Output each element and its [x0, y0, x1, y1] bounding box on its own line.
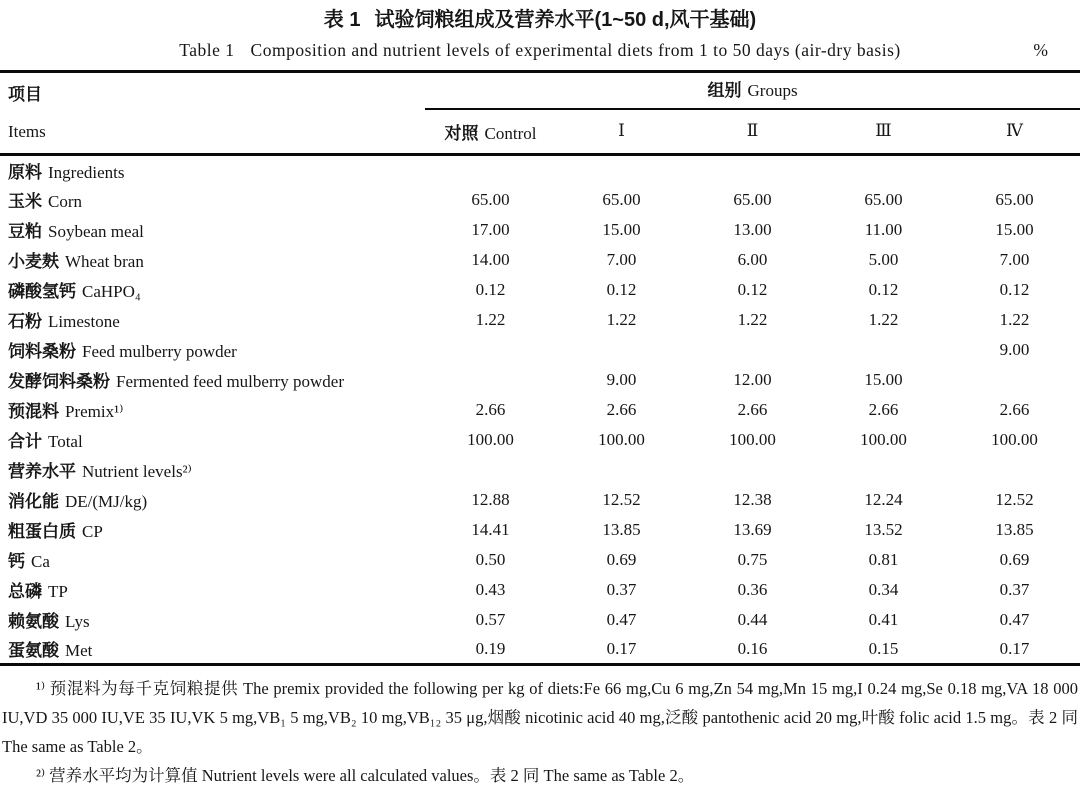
row-label-zh: 预混料 [8, 402, 59, 421]
value-cell: 5.00 [868, 249, 899, 269]
row-label-en: Nutrient levels²⁾ [82, 462, 192, 481]
row-label-en: Soybean meal [48, 222, 144, 241]
column-header-zh: 对照 [444, 123, 479, 143]
unit-label: % [1033, 40, 1048, 60]
column-header-1 [556, 109, 687, 155]
table-caption-en-text: Composition and nutrient levels of experimental diets from 1 to 50 days (air-dry basis) [250, 40, 901, 60]
table-row-calcium [0, 545, 1080, 575]
table-number-zh: 表 1 [323, 9, 361, 31]
value-cell: 100.00 [729, 429, 776, 449]
row-label-zh: 磷酸氢钙 [8, 282, 76, 301]
value-cell: 15.00 [602, 219, 641, 239]
value-cell [818, 455, 949, 485]
row-label-zh: 小麦麸 [8, 252, 59, 271]
value-cell [556, 455, 687, 485]
row-label-zh: 发酵饲料桑粉 [8, 372, 110, 391]
value-cell: 0.43 [475, 579, 506, 599]
value-cell: 12.52 [995, 489, 1034, 509]
row-label-zh: 营养水平 [8, 462, 76, 481]
footnote-nutrient-levels: ²⁾ 营养水平均为计算值 Nutrient levels were all calculated values。表 2 同 The same as Table 2。 [36, 766, 695, 785]
value-cell: 0.47 [606, 609, 637, 629]
value-cell: 2.66 [606, 399, 637, 419]
value-cell: 2.66 [737, 399, 768, 419]
row-label [0, 635, 425, 665]
row-label-zh: 合计 [8, 432, 42, 451]
table-row-methionine [0, 635, 1080, 665]
row-label [0, 575, 425, 605]
table-caption-zh [0, 0, 1080, 33]
row-label-en: Wheat bran [65, 252, 144, 271]
value-cell: 14.00 [471, 249, 510, 269]
items-header-zh: 项目 [8, 85, 42, 104]
table-row-digestible-energy [0, 485, 1080, 515]
value-cell: 13.85 [995, 519, 1034, 539]
value-cell: 15.00 [864, 369, 903, 389]
value-cell: 0.41 [868, 609, 899, 629]
row-label-en: Fermented feed mulberry powder [116, 372, 344, 391]
value-cell: 100.00 [860, 429, 907, 449]
row-label [0, 305, 425, 335]
value-cell: 13.85 [602, 519, 641, 539]
row-label [0, 515, 425, 545]
table-caption-en [0, 38, 1080, 62]
value-cell: 0.34 [868, 579, 899, 599]
row-label-en: Corn [48, 192, 82, 211]
row-label [0, 335, 425, 365]
value-cell: 7.00 [606, 249, 637, 269]
value-cell: 0.16 [737, 638, 768, 658]
value-cell: 0.12 [999, 279, 1030, 299]
row-label-zh: 原料 [8, 162, 42, 182]
row-label [0, 215, 425, 245]
value-cell: 0.47 [999, 609, 1030, 629]
table-row-premix [0, 395, 1080, 425]
row-label-en: TP [48, 582, 68, 601]
row-label-en: Ca [31, 552, 50, 571]
table-row-fermented-feed-mulberry-powder [0, 365, 1080, 395]
value-cell: 0.17 [999, 638, 1030, 658]
row-label-zh: 石粉 [8, 312, 42, 331]
table-header [0, 72, 1080, 155]
table-row-total [0, 425, 1080, 455]
groups-header-en: Groups [747, 80, 798, 100]
row-label-en: CaHPO₄ [82, 282, 141, 301]
row-label [0, 185, 425, 215]
value-cell: 17.00 [471, 219, 510, 239]
table-row-wheat-bran [0, 245, 1080, 275]
table-row-soybean-meal [0, 215, 1080, 245]
value-cell: 9.00 [999, 339, 1030, 359]
header-row-groups [0, 72, 1080, 109]
value-cell: 7.00 [999, 249, 1030, 269]
value-cell: 65.00 [602, 189, 641, 209]
row-label [0, 605, 425, 635]
column-header-2 [687, 109, 818, 155]
row-label-zh: 钙 [8, 552, 25, 571]
value-cell: 2.66 [999, 399, 1030, 419]
value-cell: 0.36 [737, 579, 768, 599]
items-header-cell [0, 72, 425, 155]
column-header-en: Ⅰ [618, 121, 625, 141]
row-label-zh: 总磷 [8, 582, 42, 601]
row-label-en: Limestone [48, 312, 120, 331]
value-cell: 1.22 [999, 309, 1030, 329]
value-cell [425, 155, 556, 185]
row-label-en: DE/(MJ/kg) [65, 492, 148, 511]
row-label [0, 545, 425, 575]
value-cell [425, 455, 556, 485]
value-cell: 0.44 [737, 609, 768, 629]
row-label-zh: 消化能 [8, 492, 59, 511]
table-row-cahpo4 [0, 275, 1080, 305]
row-label-zh: 玉米 [8, 192, 42, 211]
row-label [0, 245, 425, 275]
value-cell: 0.69 [606, 549, 637, 569]
value-cell [687, 455, 818, 485]
value-cell: 0.37 [606, 579, 637, 599]
footnote-premix: ¹⁾ 预混料为每千克饲粮提供 The premix provided the following per kg of diets:Fe 66 mg,Cu 6 mg,Zn 54 mg,Mn 15 mg,I 0.24 mg,Se 0.18 mg,VA 18 000 IU,VD 35 000 IU,VE 35 IU,VK 5 mg,VB₁ 5 mg,VB₂ 10 mg,VB₁₂ 35 μg,烟酸 nicotinic acid 40 mg,泛酸 pantothenic acid 20 mg,叶酸 folic acid 1.5 mg。表 2 同 The same as Table 2。 [2, 679, 1078, 756]
value-cell: 0.12 [606, 279, 637, 299]
value-cell [949, 455, 1080, 485]
value-cell: 100.00 [598, 429, 645, 449]
value-cell: 11.00 [864, 219, 903, 239]
row-label [0, 485, 425, 515]
value-cell: 2.66 [868, 399, 899, 419]
value-cell [425, 365, 556, 395]
value-cell: 0.50 [475, 549, 506, 569]
value-cell: 0.69 [999, 549, 1030, 569]
table-row-lysine [0, 605, 1080, 635]
value-cell: 9.00 [606, 369, 637, 389]
row-label-zh: 赖氨酸 [8, 612, 59, 631]
value-cell: 6.00 [737, 249, 768, 269]
table-row-nutrient-levels-section [0, 455, 1080, 485]
value-cell: 13.52 [864, 519, 903, 539]
value-cell: 0.37 [999, 579, 1030, 599]
footnotes [0, 674, 1080, 790]
value-cell: 100.00 [467, 429, 514, 449]
value-cell: 12.00 [733, 369, 772, 389]
value-cell: 12.38 [733, 489, 772, 509]
value-cell: 0.17 [606, 638, 637, 658]
value-cell: 1.22 [606, 309, 637, 329]
value-cell [818, 335, 949, 365]
row-label-zh: 饲料桑粉 [8, 342, 76, 361]
column-header-en: Ⅱ [746, 121, 759, 141]
row-label [0, 155, 425, 185]
table-row-total-phosphorus [0, 575, 1080, 605]
value-cell [949, 365, 1080, 395]
row-label [0, 365, 425, 395]
items-header-en: Items [8, 122, 46, 141]
row-label-zh: 粗蛋白质 [8, 522, 76, 541]
value-cell: 0.81 [868, 549, 899, 569]
value-cell: 100.00 [991, 429, 1038, 449]
value-cell: 12.88 [471, 489, 510, 509]
value-cell: 0.57 [475, 609, 506, 629]
row-label [0, 395, 425, 425]
row-label-zh: 蛋氨酸 [8, 641, 59, 661]
table-row-limestone [0, 305, 1080, 335]
row-label-en: Ingredients [48, 162, 125, 182]
value-cell [818, 155, 949, 185]
column-header-en: Ⅳ [1006, 121, 1024, 141]
value-cell [687, 335, 818, 365]
value-cell: 15.00 [995, 219, 1034, 239]
table-row-feed-mulberry-powder [0, 335, 1080, 365]
value-cell [687, 155, 818, 185]
table-body [0, 155, 1080, 665]
value-cell: 1.22 [737, 309, 768, 329]
value-cell: 65.00 [733, 189, 772, 209]
value-cell: 65.00 [995, 189, 1034, 209]
value-cell: 13.00 [733, 219, 772, 239]
value-cell: 0.12 [868, 279, 899, 299]
table-row-ingredients-section [0, 155, 1080, 185]
value-cell: 13.69 [733, 519, 772, 539]
table-caption-zh-text: 试验饲粮组成及营养水平(1~50 d,风干基础) [374, 9, 757, 31]
value-cell: 12.24 [864, 489, 903, 509]
value-cell: 0.19 [475, 638, 506, 658]
table-number-en: Table 1 [179, 40, 235, 60]
table-row-corn [0, 185, 1080, 215]
row-label [0, 275, 425, 305]
value-cell: 65.00 [864, 189, 903, 209]
value-cell: 12.52 [602, 489, 641, 509]
value-cell [556, 155, 687, 185]
column-header-4 [949, 109, 1080, 155]
column-header-en: Control [484, 123, 537, 143]
row-label [0, 425, 425, 455]
value-cell: 0.75 [737, 549, 768, 569]
row-label-en: Met [65, 641, 93, 661]
row-label-en: Total [48, 432, 83, 451]
groups-spanner-cell [425, 72, 1080, 109]
value-cell [425, 335, 556, 365]
value-cell: 1.22 [475, 309, 506, 329]
value-cell [556, 335, 687, 365]
row-label-zh: 豆粕 [8, 222, 42, 241]
groups-header-zh: 组别 [707, 80, 742, 100]
value-cell: 65.00 [471, 189, 510, 209]
column-header-en: Ⅲ [875, 121, 892, 141]
value-cell: 1.22 [868, 309, 899, 329]
value-cell: 0.12 [475, 279, 506, 299]
row-label-en: Lys [65, 612, 90, 631]
row-label-en: Premix¹⁾ [65, 402, 124, 421]
row-label-en: CP [82, 522, 103, 541]
column-header-3 [818, 109, 949, 155]
value-cell: 0.12 [737, 279, 768, 299]
row-label [0, 455, 425, 485]
diet-composition-table [0, 70, 1080, 666]
value-cell [949, 155, 1080, 185]
value-cell: 0.15 [868, 638, 899, 658]
column-header-control [425, 109, 556, 155]
table-row-crude-protein [0, 515, 1080, 545]
row-label-en: Feed mulberry powder [82, 342, 237, 361]
value-cell: 2.66 [475, 399, 506, 419]
value-cell: 14.41 [471, 519, 510, 539]
